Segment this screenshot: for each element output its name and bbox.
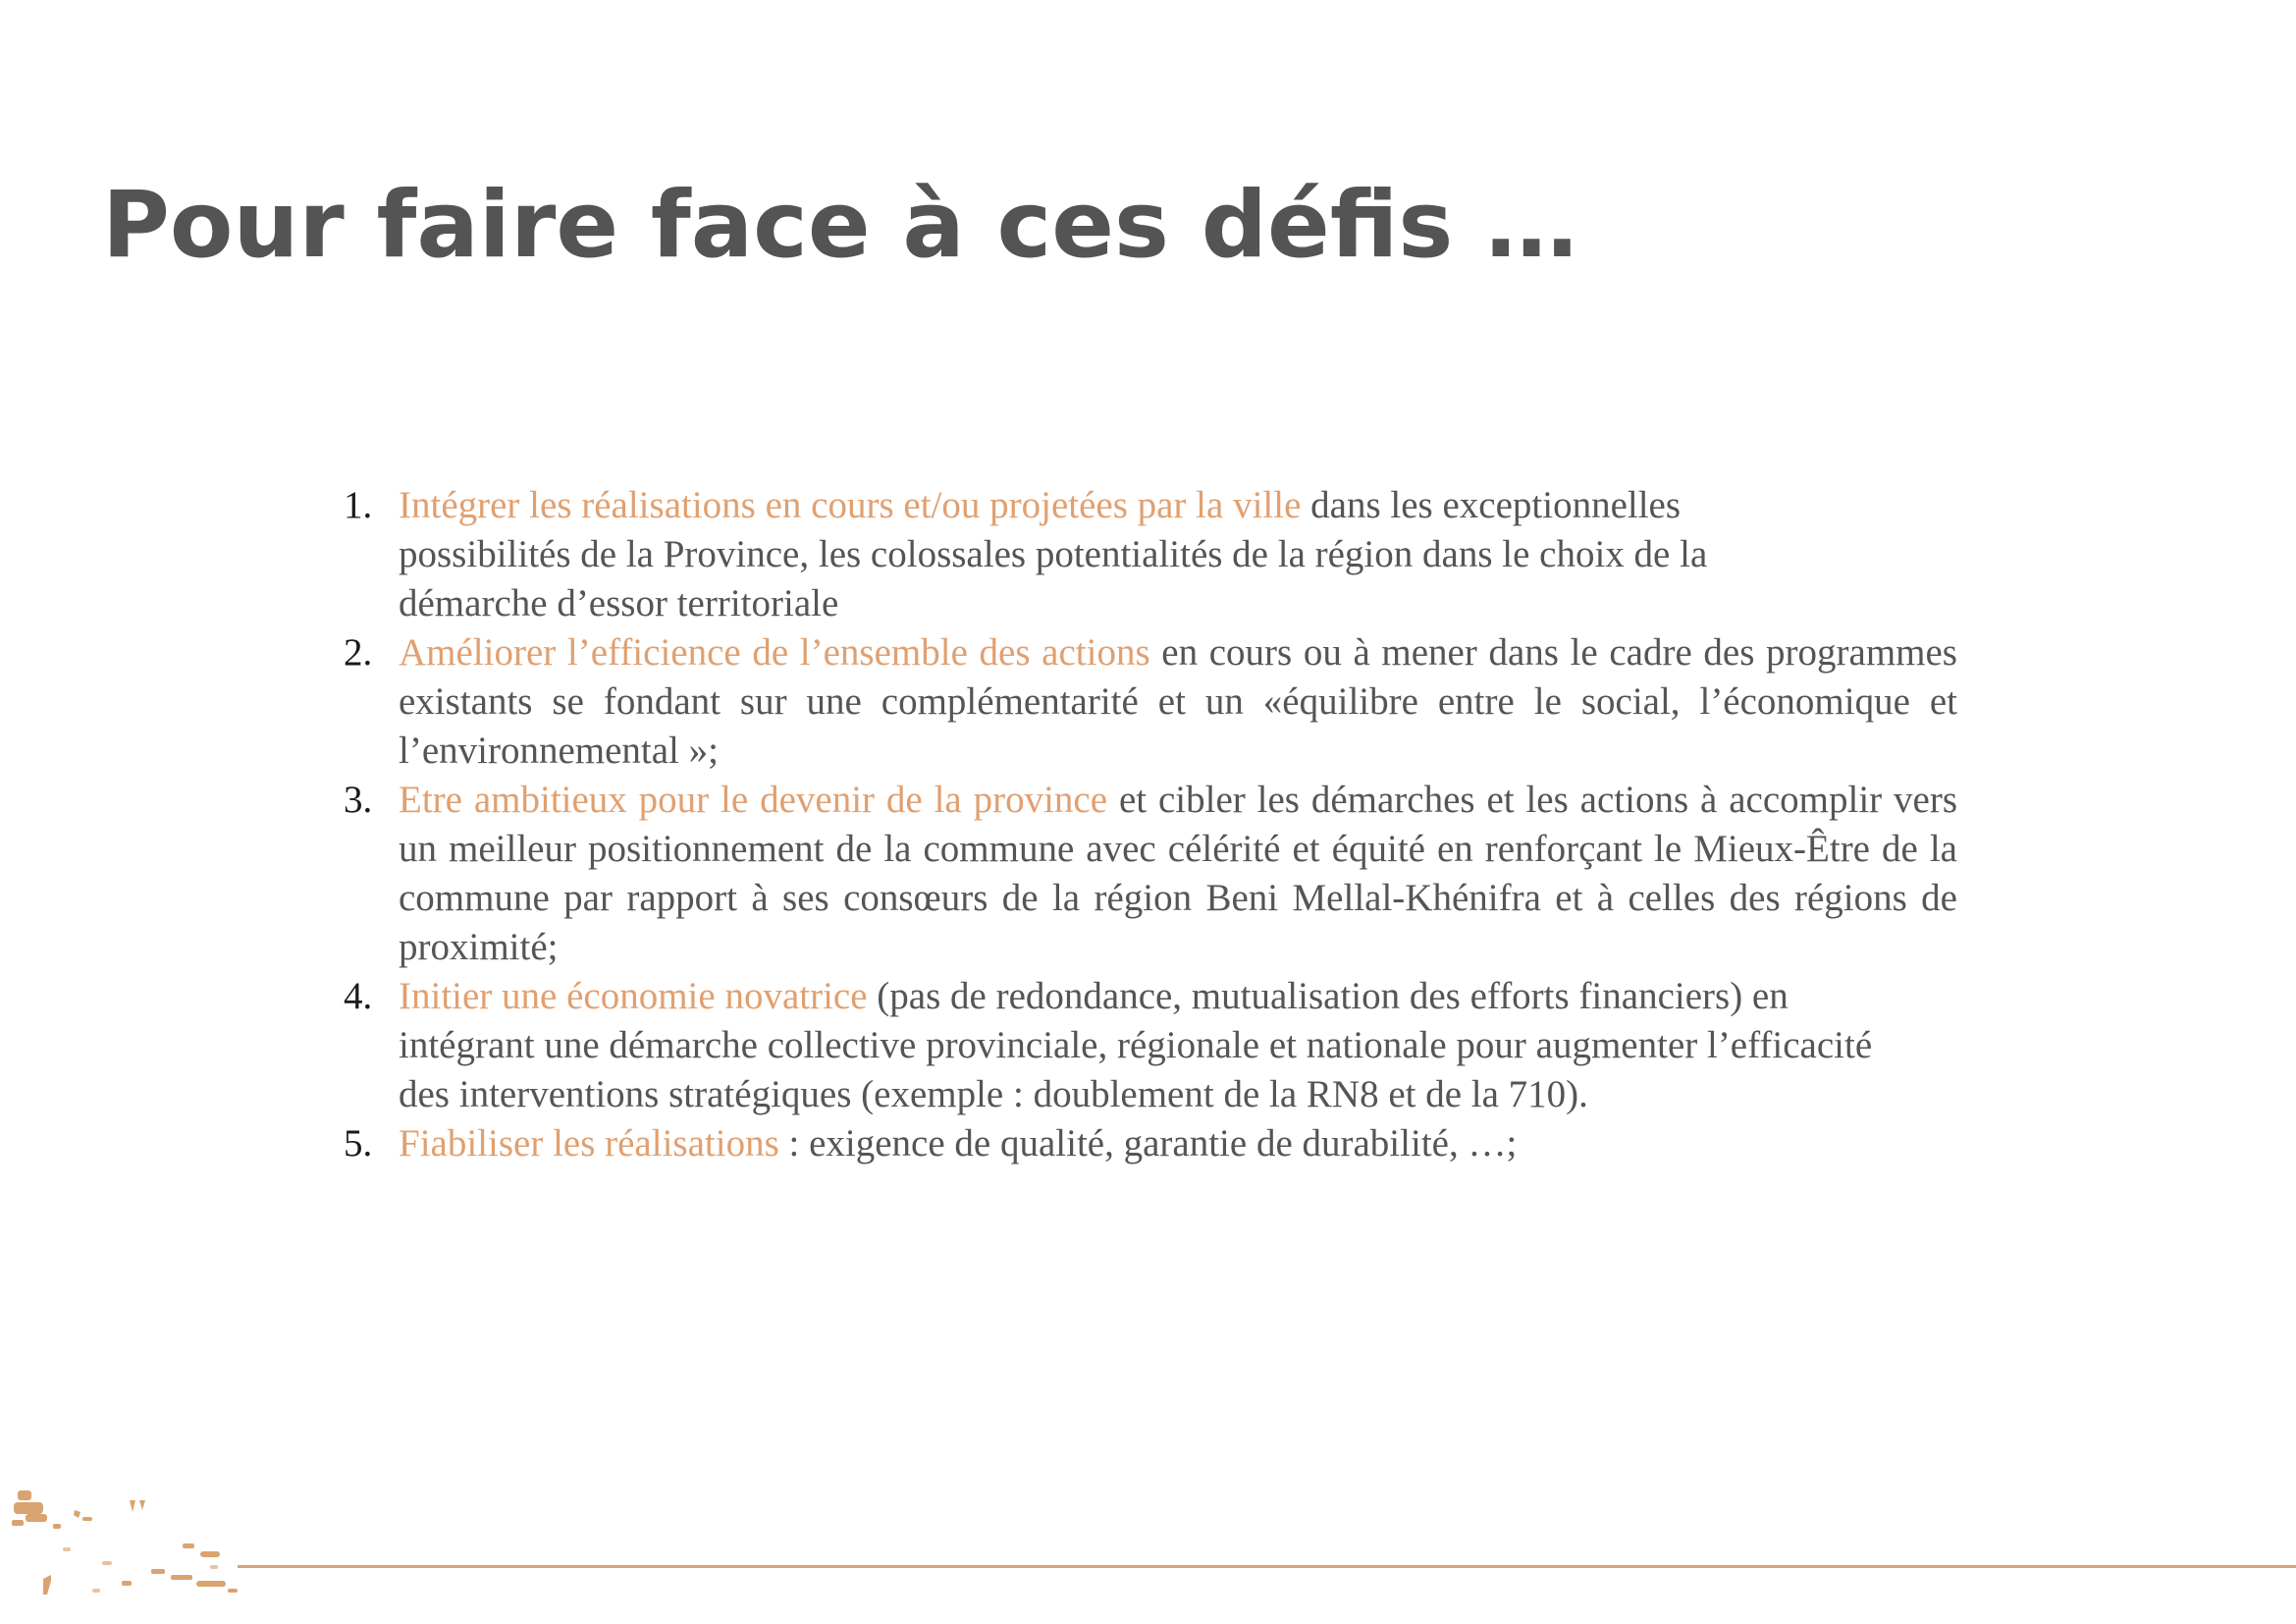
item-rest: et cibler les démarches et les actions à accomplir vers un meilleur positionnement de la commune avec célérité et équité en renforçant le Mieux-Être de la commune par rapport à ses consœurs de la région Beni Mellal-Khénifra et à celles des régions de proximité; xyxy=(399,779,1957,968)
list-item-3 xyxy=(344,776,1957,972)
challenge-list xyxy=(344,481,1957,1168)
item-lead: Initier une économie novatrice xyxy=(399,975,868,1017)
item-number: 3. xyxy=(344,779,373,821)
item-number: 4. xyxy=(344,975,373,1017)
item-lead: Etre ambitieux pour le devenir de la province xyxy=(399,779,1108,821)
item-body xyxy=(399,628,1957,776)
slide-title: Pour faire face à ces défis … xyxy=(102,172,1578,279)
item-lead: Intégrer les réalisations en cours et/ou projetées par la ville xyxy=(399,484,1302,526)
list-item-2 xyxy=(344,628,1957,776)
item-lead: Fiabiliser les réalisations xyxy=(399,1122,779,1164)
item-number: 5. xyxy=(344,1122,373,1164)
item-body xyxy=(399,1119,1957,1168)
item-lead: Améliorer l’efficience de l’ensemble des actions xyxy=(399,631,1150,674)
list-item-5 xyxy=(344,1119,1957,1168)
item-rest: (pas de redondance, mutualisation des efforts financiers) en intégrant une démarche collective provinciale, régionale et nationale pour augmenter l’efficacité des interventions stratégiques (exemple : doublement de la RN8 et de la 710). xyxy=(399,975,1873,1115)
item-body xyxy=(399,481,1851,628)
decorative-logo-icon xyxy=(4,1463,240,1610)
item-body xyxy=(399,972,1910,1119)
item-rest: dans les exceptionnelles possibilités de la Province, les colossales potentialités de la région dans le choix de la démarche d’essor territoriale xyxy=(399,484,1708,624)
footer-divider xyxy=(238,1565,2296,1568)
item-rest: : exigence de qualité, garantie de durabilité, …; xyxy=(778,1122,1518,1164)
item-number: 2. xyxy=(344,631,373,674)
item-body xyxy=(399,776,1957,972)
item-rest: en cours ou à mener dans le cadre des programmes existants se fondant sur une complémentarité et un «équilibre entre le social, l’économique et l’environnemental »; xyxy=(399,631,1957,772)
list-item-4 xyxy=(344,972,1957,1119)
item-number: 1. xyxy=(344,484,373,526)
list-item-1 xyxy=(344,481,1957,628)
